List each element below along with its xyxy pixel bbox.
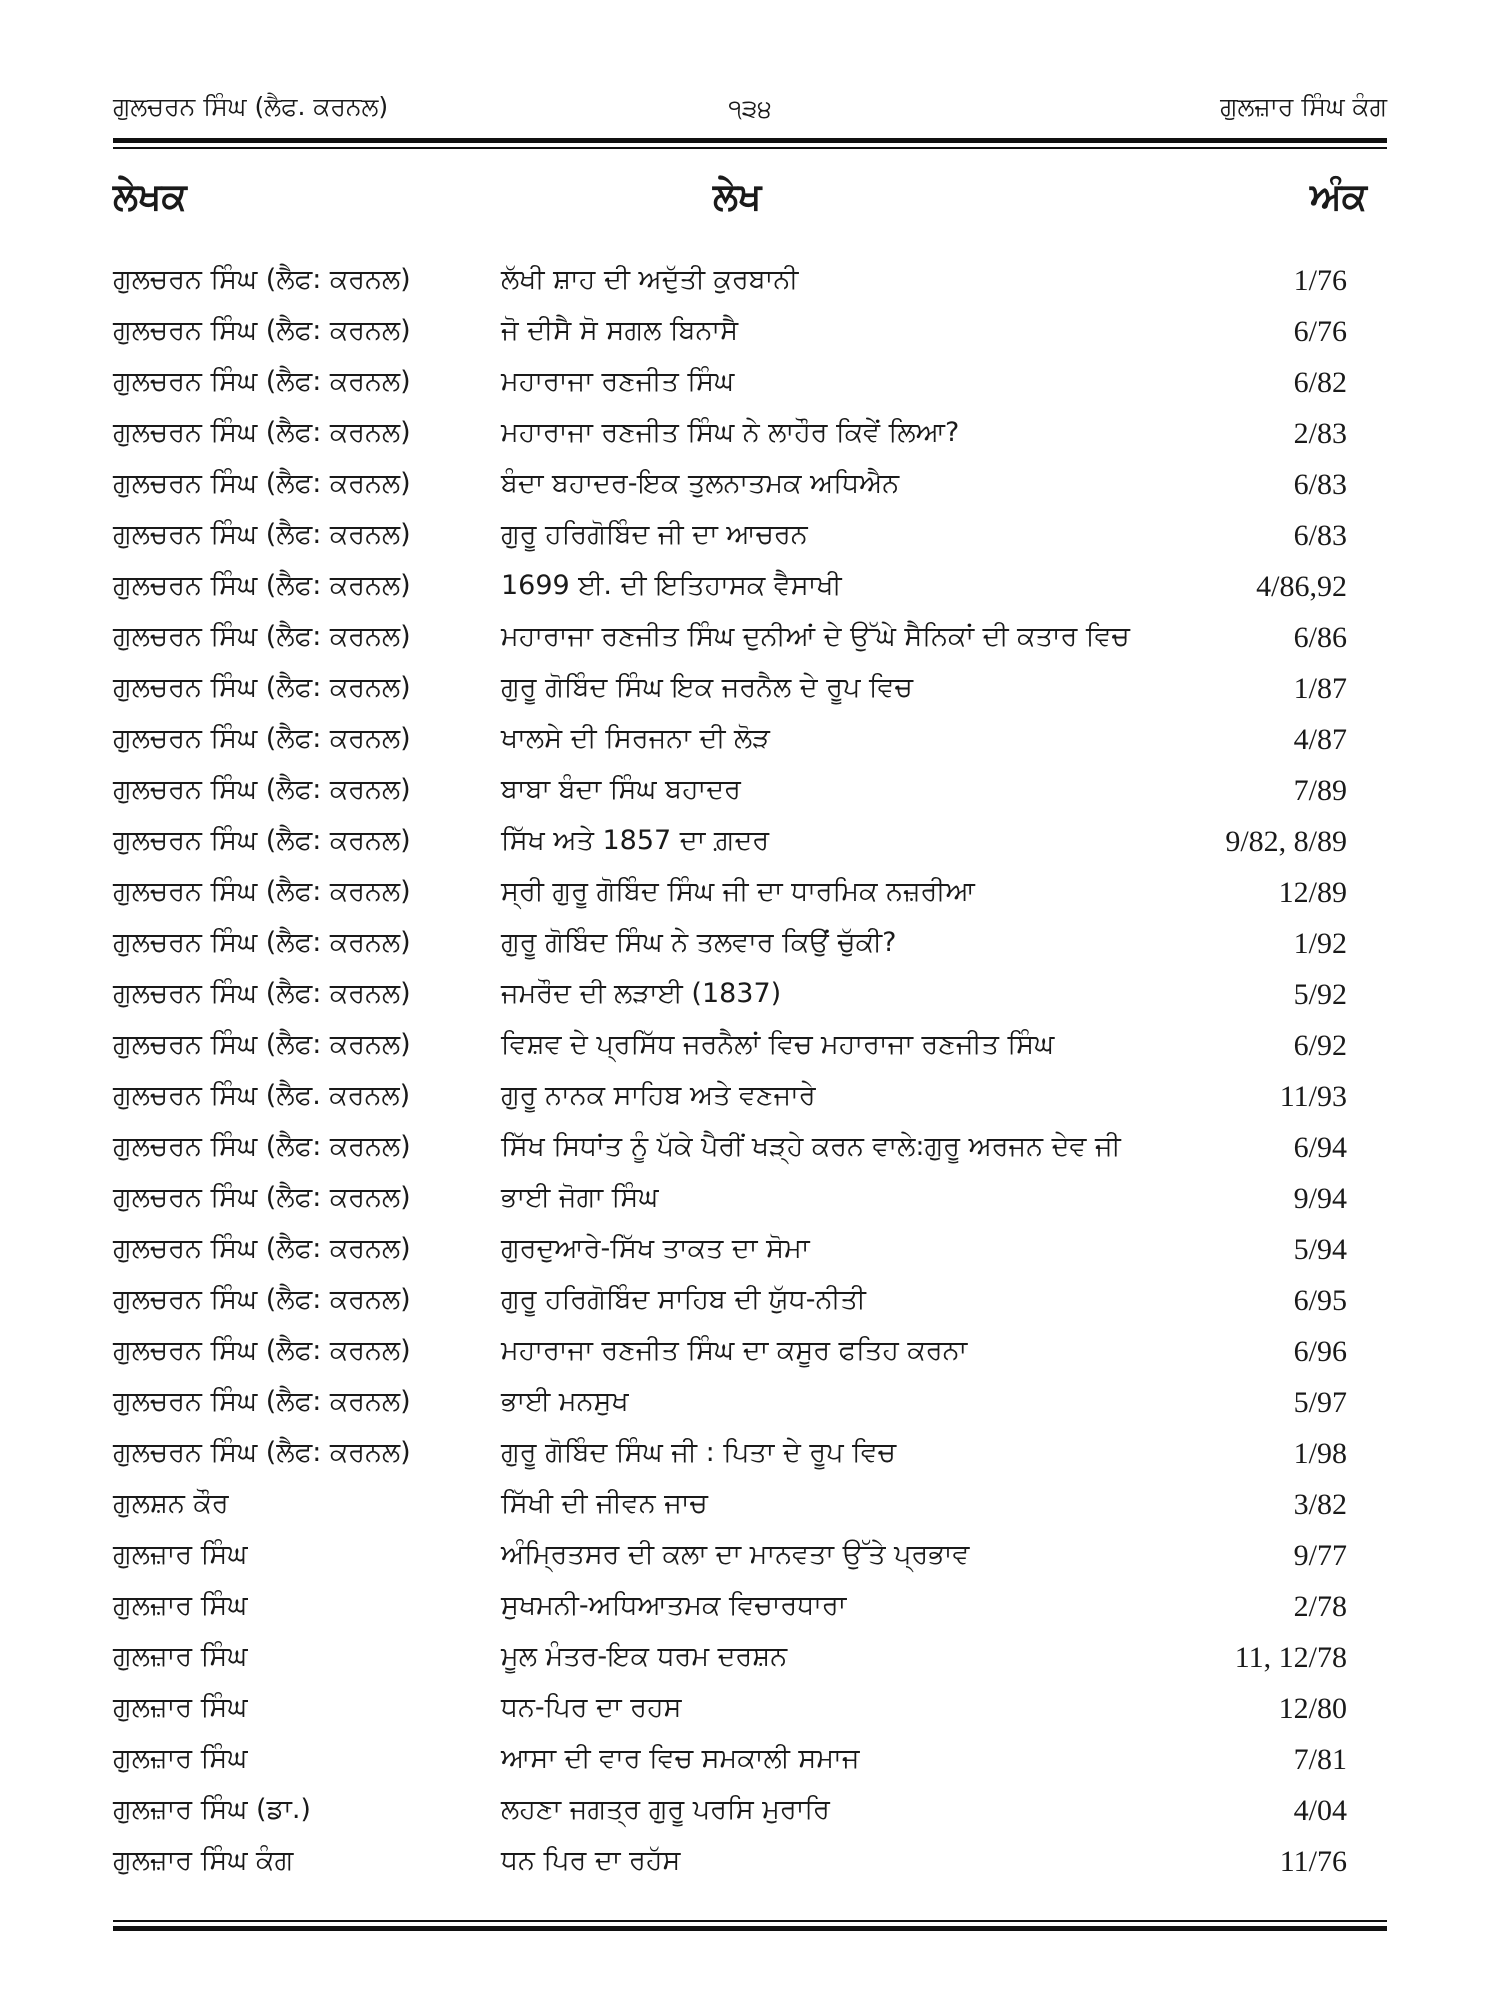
row-issue: 5/97 [1293, 1386, 1347, 1419]
row-title: ਆਸਾ ਦੀ ਵਾਰ ਵਿਚ ਸਮਕਾਲੀ ਸਮਾਜ [501, 1743, 860, 1774]
row-issue: 6/82 [1293, 366, 1347, 399]
row-issue: 9/77 [1293, 1539, 1347, 1572]
table-row [113, 723, 1387, 774]
row-issue: 11/76 [1279, 1845, 1347, 1878]
row-author: ਗੁਲਚਰਨ ਸਿੰਘ (ਲੈਫ: ਕਰਨਲ) [113, 417, 411, 448]
table-row [113, 1437, 1387, 1488]
row-issue: 1/87 [1293, 672, 1347, 705]
table-row [113, 1794, 1387, 1845]
row-title: ਸ੍ਰੀ ਗੁਰੂ ਗੋਬਿੰਦ ਸਿੰਘ ਜੀ ਦਾ ਧਾਰਮਿਕ ਨਜ਼ਰੀਆ [501, 876, 975, 907]
row-issue: 11/93 [1279, 1080, 1347, 1113]
running-head-right: ਗੁਲਜ਼ਾਰ ਸਿੰਘ ਕੰਗ [1220, 92, 1387, 121]
row-issue: 6/76 [1293, 315, 1347, 348]
row-title: ਗੁਰੂ ਨਾਨਕ ਸਾਹਿਬ ਅਤੇ ਵਣਜਾਰੇ [501, 1080, 816, 1111]
row-issue: 6/83 [1293, 468, 1347, 501]
table-row [113, 1131, 1387, 1182]
table-row [113, 315, 1387, 366]
table-row [113, 1539, 1387, 1590]
row-title: ਗੁਰੂ ਗੋਬਿੰਦ ਸਿੰਘ ਜੀ : ਪਿਤਾ ਦੇ ਰੂਪ ਵਿਚ [501, 1437, 896, 1468]
row-author: ਗੁਲਜ਼ਾਰ ਸਿੰਘ [113, 1692, 248, 1723]
row-issue: 6/92 [1293, 1029, 1347, 1062]
header-rule-thick [113, 138, 1387, 143]
column-header-issue: ਅੰਕ [1309, 175, 1367, 218]
table-row [113, 366, 1387, 417]
table-row [113, 1080, 1387, 1131]
table-row [113, 621, 1387, 672]
row-author: ਗੁਲਚਰਨ ਸਿੰਘ (ਲੈਫ: ਕਰਨਲ) [113, 1233, 411, 1264]
row-author: ਗੁਲਚਰਨ ਸਿੰਘ (ਲੈਫ: ਕਰਨਲ) [113, 570, 411, 601]
row-author: ਗੁਲਚਰਨ ਸਿੰਘ (ਲੈਫ: ਕਰਨਲ) [113, 672, 411, 703]
row-author: ਗੁਲਚਰਨ ਸਿੰਘ (ਲੈਫ: ਕਰਨਲ) [113, 978, 411, 1009]
table-row [113, 1692, 1387, 1743]
row-title: ਗੁਰਦੁਆਰੇ-ਸਿੱਖ ਤਾਕਤ ਦਾ ਸੋਮਾ [501, 1233, 810, 1264]
table-row [113, 1335, 1387, 1386]
row-title: ਭਾਈ ਮਨਸੁਖ [501, 1386, 629, 1417]
row-author: ਗੁਲਚਰਨ ਸਿੰਘ (ਲੈਫ: ਕਰਨਲ) [113, 825, 411, 856]
table-row [113, 1845, 1387, 1896]
column-headers [113, 175, 1387, 235]
row-author: ਗੁਲਚਰਨ ਸਿੰਘ (ਲੈਫ. ਕਰਨਲ) [113, 1080, 411, 1111]
row-issue: 7/81 [1293, 1743, 1347, 1776]
row-author: ਗੁਲਜ਼ਾਰ ਸਿੰਘ (ਡਾ.) [113, 1794, 311, 1825]
row-author: ਗੁਲਜ਼ਾਰ ਸਿੰਘ [113, 1539, 248, 1570]
row-author: ਗੁਲਚਰਨ ਸਿੰਘ (ਲੈਫ: ਕਰਨਲ) [113, 519, 411, 550]
row-title: ਲਹਣਾ ਜਗਤ੍ਰ ਗੁਰੂ ਪਰਸਿ ਮੁਰਾਰਿ [501, 1794, 830, 1825]
row-title: ਗੁਰੂ ਹਰਿਗੋਬਿੰਦ ਸਾਹਿਬ ਦੀ ਯੁੱਧ-ਨੀਤੀ [501, 1284, 866, 1315]
row-author: ਗੁਲਚਰਨ ਸਿੰਘ (ਲੈਫ: ਕਰਨਲ) [113, 927, 411, 958]
row-title: ਧਨ ਪਿਰ ਦਾ ਰਹੱਸ [501, 1845, 681, 1876]
row-author: ਗੁਲਚਰਨ ਸਿੰਘ (ਲੈਫ: ਕਰਨਲ) [113, 774, 411, 805]
column-header-author: ਲੇਖਕ [113, 175, 187, 218]
row-title: ਜਮਰੌਦ ਦੀ ਲੜਾਈ (1837) [501, 978, 782, 1009]
row-title: ਅੰਮ੍ਰਿਤਸਰ ਦੀ ਕਲਾ ਦਾ ਮਾਨਵਤਾ ਉੱਤੇ ਪ੍ਰਭਾਵ [501, 1539, 970, 1570]
row-title: ਭਾਈ ਜੋਗਾ ਸਿੰਘ [501, 1182, 659, 1213]
row-issue: 2/78 [1293, 1590, 1347, 1623]
row-title: ਬਾਬਾ ਬੰਦਾ ਸਿੰਘ ਬਹਾਦਰ [501, 774, 741, 805]
row-issue: 6/86 [1293, 621, 1347, 654]
row-title: ਗੁਰੂ ਗੋਬਿੰਦ ਸਿੰਘ ਨੇ ਤਲਵਾਰ ਕਿਉਂ ਚੁੱਕੀ? [501, 927, 897, 958]
row-issue: 1/98 [1293, 1437, 1347, 1470]
row-title: ਮਹਾਰਾਜਾ ਰਣਜੀਤ ਸਿੰਘ ਦਾ ਕਸੂਰ ਫਤਿਹ ਕਰਨਾ [501, 1335, 968, 1366]
row-issue: 11, 12/78 [1234, 1641, 1347, 1674]
row-title: ਸਿੱਖੀ ਦੀ ਜੀਵਨ ਜਾਚ [501, 1488, 708, 1519]
footer-rule-thin [113, 1920, 1387, 1922]
table-row [113, 876, 1387, 927]
row-author: ਗੁਲਚਰਨ ਸਿੰਘ (ਲੈਫ: ਕਰਨਲ) [113, 315, 411, 346]
row-author: ਗੁਲਜ਼ਾਰ ਸਿੰਘ [113, 1641, 248, 1672]
row-title: ਧਨ-ਪਿਰ ਦਾ ਰਹਸ [501, 1692, 682, 1723]
row-author: ਗੁਲਚਰਨ ਸਿੰਘ (ਲੈਫ: ਕਰਨਲ) [113, 468, 411, 499]
row-author: ਗੁਲਚਰਨ ਸਿੰਘ (ਲੈਫ: ਕਰਨਲ) [113, 1182, 411, 1213]
row-author: ਗੁਲਚਰਨ ਸਿੰਘ (ਲੈਫ: ਕਰਨਲ) [113, 621, 411, 652]
row-issue: 3/82 [1293, 1488, 1347, 1521]
row-author: ਗੁਲਚਰਨ ਸਿੰਘ (ਲੈਫ: ਕਰਨਲ) [113, 1386, 411, 1417]
row-author: ਗੁਲਸ਼ਨ ਕੌਰ [113, 1488, 229, 1519]
row-issue: 5/92 [1293, 978, 1347, 1011]
table-row [113, 1233, 1387, 1284]
table-row [113, 468, 1387, 519]
row-issue: 6/83 [1293, 519, 1347, 552]
column-header-title: ਲੇਖ [713, 175, 762, 218]
row-title: ਸਿੱਖ ਅਤੇ 1857 ਦਾ ਗ਼ਦਰ [501, 825, 770, 856]
row-title: ਵਿਸ਼ਵ ਦੇ ਪ੍ਰਸਿੱਧ ਜਰਨੈਲਾਂ ਵਿਚ ਮਹਾਰਾਜਾ ਰਣਜੀਤ ਸਿੰਘ [501, 1029, 1055, 1060]
row-issue: 12/89 [1278, 876, 1347, 909]
row-issue: 4/87 [1293, 723, 1347, 756]
row-issue: 6/96 [1293, 1335, 1347, 1368]
row-author: ਗੁਲਚਰਨ ਸਿੰਘ (ਲੈਫ: ਕਰਨਲ) [113, 366, 411, 397]
row-title: ਖਾਲਸੇ ਦੀ ਸਿਰਜਨਾ ਦੀ ਲੋੜ [501, 723, 770, 754]
table-row [113, 1488, 1387, 1539]
row-issue: 6/95 [1293, 1284, 1347, 1317]
row-author: ਗੁਲਚਰਨ ਸਿੰਘ (ਲੈਫ: ਕਰਨਲ) [113, 1131, 411, 1162]
row-author: ਗੁਲਚਰਨ ਸਿੰਘ (ਲੈਫ: ਕਰਨਲ) [113, 1335, 411, 1366]
row-issue: 4/04 [1293, 1794, 1347, 1827]
row-title: ਮੂਲ ਮੰਤਰ-ਇਕ ਧਰਮ ਦਰਸ਼ਨ [501, 1641, 788, 1672]
row-title: ਬੰਦਾ ਬਹਾਦਰ-ਇਕ ਤੁਲਨਾਤਮਕ ਅਧਿਐਨ [501, 468, 900, 499]
table-row [113, 1029, 1387, 1080]
table-row [113, 1641, 1387, 1692]
row-author: ਗੁਲਚਰਨ ਸਿੰਘ (ਲੈਫ: ਕਰਨਲ) [113, 264, 411, 295]
row-issue: 1/92 [1293, 927, 1347, 960]
table-row [113, 570, 1387, 621]
row-title: ਸਿੱਖ ਸਿਧਾਂਤ ਨੂੰ ਪੱਕੇ ਪੈਰੀਂ ਖੜ੍ਹੇ ਕਰਨ ਵਾਲੇ:ਗੁਰੂ ਅਰਜਨ ਦੇਵ ਜੀ [501, 1131, 1121, 1162]
row-issue: 2/83 [1293, 417, 1347, 450]
row-author: ਗੁਲਚਰਨ ਸਿੰਘ (ਲੈਫ: ਕਰਨਲ) [113, 876, 411, 907]
table-row [113, 1590, 1387, 1641]
table-row [113, 1743, 1387, 1794]
table-row [113, 1284, 1387, 1335]
row-author: ਗੁਲਚਰਨ ਸਿੰਘ (ਲੈਫ: ਕਰਨਲ) [113, 1029, 411, 1060]
row-issue: 12/80 [1278, 1692, 1347, 1725]
row-title: ਲੱਖੀ ਸ਼ਾਹ ਦੀ ਅਦੁੱਤੀ ਕੁਰਬਾਨੀ [501, 264, 799, 295]
table-row [113, 825, 1387, 876]
running-head [113, 86, 1387, 132]
row-title: 1699 ਈ. ਦੀ ਇਤਿਹਾਸਕ ਵੈਸਾਖੀ [501, 570, 842, 601]
row-issue: 9/82, 8/89 [1225, 825, 1347, 858]
row-title: ਗੁਰੂ ਹਰਿਗੋਬਿੰਦ ਜੀ ਦਾ ਆਚਰਨ [501, 519, 808, 550]
table-row [113, 417, 1387, 468]
row-author: ਗੁਲਜ਼ਾਰ ਸਿੰਘ ਕੰਗ [113, 1845, 294, 1876]
row-title: ਮਹਾਰਾਜਾ ਰਣਜੀਤ ਸਿੰਘ ਦੁਨੀਆਂ ਦੇ ਉੱਘੇ ਸੈਨਿਕਾਂ ਦੀ ਕਤਾਰ ਵਿਚ [501, 621, 1130, 652]
row-title: ਜੋ ਦੀਸੈ ਸੋ ਸਗਲ ਬਿਨਾਸੈ [501, 315, 739, 346]
row-title: ਗੁਰੂ ਗੋਬਿੰਦ ਸਿੰਘ ਇਕ ਜਰਨੈਲ ਦੇ ਰੂਪ ਵਿਚ [501, 672, 913, 703]
row-issue: 1/76 [1293, 264, 1347, 297]
table-row [113, 978, 1387, 1029]
table-row [113, 672, 1387, 723]
page-number: ੧੩੪ [728, 94, 772, 123]
row-author: ਗੁਲਚਰਨ ਸਿੰਘ (ਲੈਫ: ਕਰਨਲ) [113, 723, 411, 754]
row-title: ਮਹਾਰਾਜਾ ਰਣਜੀਤ ਸਿੰਘ ਨੇ ਲਾਹੌਰ ਕਿਵੇਂ ਲਿਆ? [501, 417, 960, 448]
row-title: ਮਹਾਰਾਜਾ ਰਣਜੀਤ ਸਿੰਘ [501, 366, 735, 397]
row-issue: 4/86,92 [1256, 570, 1347, 603]
row-author: ਗੁਲਚਰਨ ਸਿੰਘ (ਲੈਫ: ਕਰਨਲ) [113, 1284, 411, 1315]
row-issue: 6/94 [1293, 1131, 1347, 1164]
table-row [113, 1386, 1387, 1437]
table-row [113, 264, 1387, 315]
table-row [113, 1182, 1387, 1233]
row-author: ਗੁਲਚਰਨ ਸਿੰਘ (ਲੈਫ: ਕਰਨਲ) [113, 1437, 411, 1468]
row-issue: 7/89 [1293, 774, 1347, 807]
table-row [113, 519, 1387, 570]
row-issue: 9/94 [1293, 1182, 1347, 1215]
table-row [113, 927, 1387, 978]
table-row [113, 774, 1387, 825]
row-issue: 5/94 [1293, 1233, 1347, 1266]
running-head-left: ਗੁਲਚਰਨ ਸਿੰਘ (ਲੈਫ. ਕਰਨਲ) [113, 92, 389, 121]
header-rule-thin [113, 147, 1387, 149]
index-table [113, 264, 1387, 1896]
row-title: ਸੁਖਮਨੀ-ਅਧਿਆਤਮਕ ਵਿਚਾਰਧਾਰਾ [501, 1590, 847, 1621]
row-author: ਗੁਲਜ਼ਾਰ ਸਿੰਘ [113, 1743, 248, 1774]
footer-rule-thick [113, 1926, 1387, 1931]
row-author: ਗੁਲਜ਼ਾਰ ਸਿੰਘ [113, 1590, 248, 1621]
